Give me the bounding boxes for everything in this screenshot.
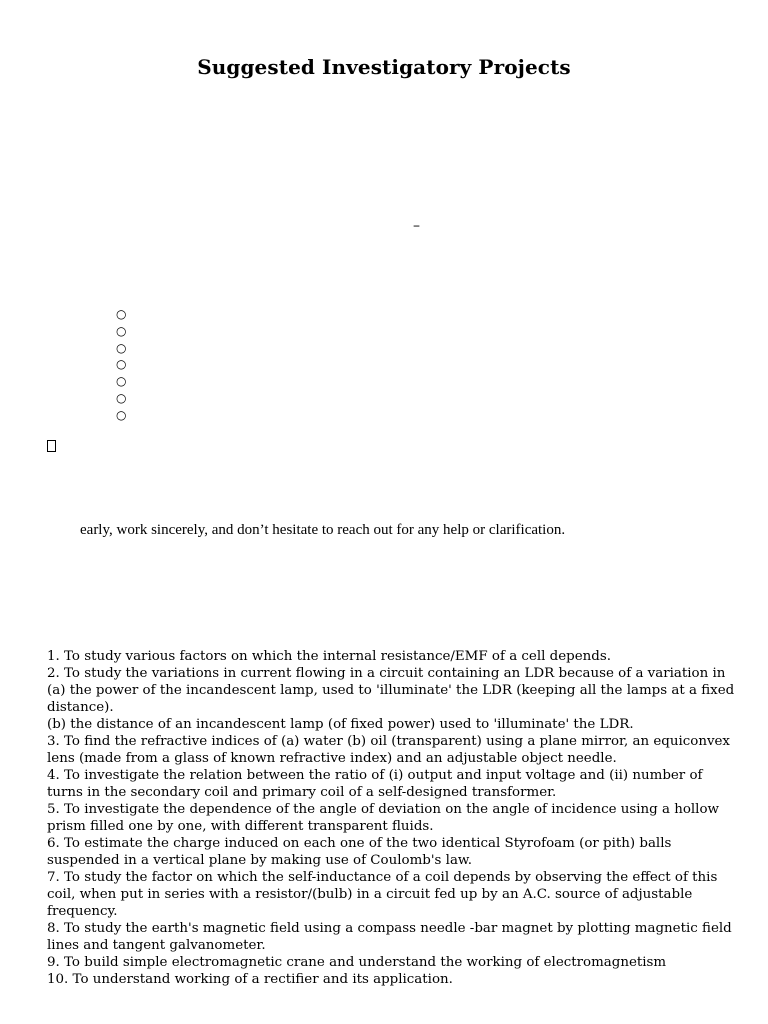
project-item: 1. To study various factors on which the internal resistance/EMF of a cell depends. (47, 649, 611, 664)
empty-bullet-list (116, 306, 126, 424)
page-title: Suggested Investigatory Projects (197, 55, 571, 80)
project-item: 6. To estimate the charge induced on each one of the two identical Styrofoam (or pith) balls suspended in a vertical plane by making use of Coulomb's law. (47, 836, 672, 868)
closing-text: early, work sincerely, and don’t hesitate to reach out for any help or clarification. (80, 522, 566, 538)
bullet-item: ○ (116, 323, 127, 338)
bullet-item: ○ (116, 340, 127, 355)
project-item: 7. To study the factor on which the self-inductance of a coil depends by observing the effect of this coil, when put in series with a resistor/(bulb) in a circuit fed up by an A.C. source of adjustable frequency. (47, 870, 718, 919)
project-list (47, 648, 737, 988)
project-item: 3. To find the refractive indices of (a) water (b) oil (transparent) using a plane mirror, an equiconvex lens (made from a glass of known refractive index) and an adjustable object needle. (47, 734, 730, 766)
project-item: (b) the distance of an incandescent lamp (of fixed power) used to 'illuminate' the LDR. (47, 717, 634, 732)
bullet-item: ○ (116, 407, 127, 422)
project-item: 5. To investigate the dependence of the angle of deviation on the angle of incidence using a hollow prism filled one by one, with different transparent fluids. (47, 802, 719, 834)
bullet-item: ○ (116, 307, 127, 321)
dash-mark: – (413, 218, 420, 234)
project-item: 2. To study the variations in current flowing in a circuit containing an LDR because of a variation in (47, 666, 726, 681)
missing-glyph-box-icon (47, 440, 56, 452)
project-item: (a) the power of the incandescent lamp, used to 'illuminate' the LDR (keeping all the lamps at a fixed distance). (47, 683, 735, 715)
project-item: 4. To investigate the relation between the ratio of (i) output and input voltage and (ii) number of turns in the secondary coil and primary coil of a self-designed transformer. (47, 768, 703, 800)
bullet-item: ○ (116, 357, 127, 372)
project-item: 8. To study the earth's magnetic field using a compass needle -bar magnet by plotting magnetic field lines and tangent galvanometer. (47, 921, 732, 953)
project-item: 10. To understand working of a rectifier and its application. (47, 972, 453, 987)
bullet-item: ○ (116, 390, 127, 405)
project-item: 9. To build simple electromagnetic crane and understand the working of electromagnetism (47, 955, 667, 970)
bullet-item: ○ (116, 374, 127, 389)
